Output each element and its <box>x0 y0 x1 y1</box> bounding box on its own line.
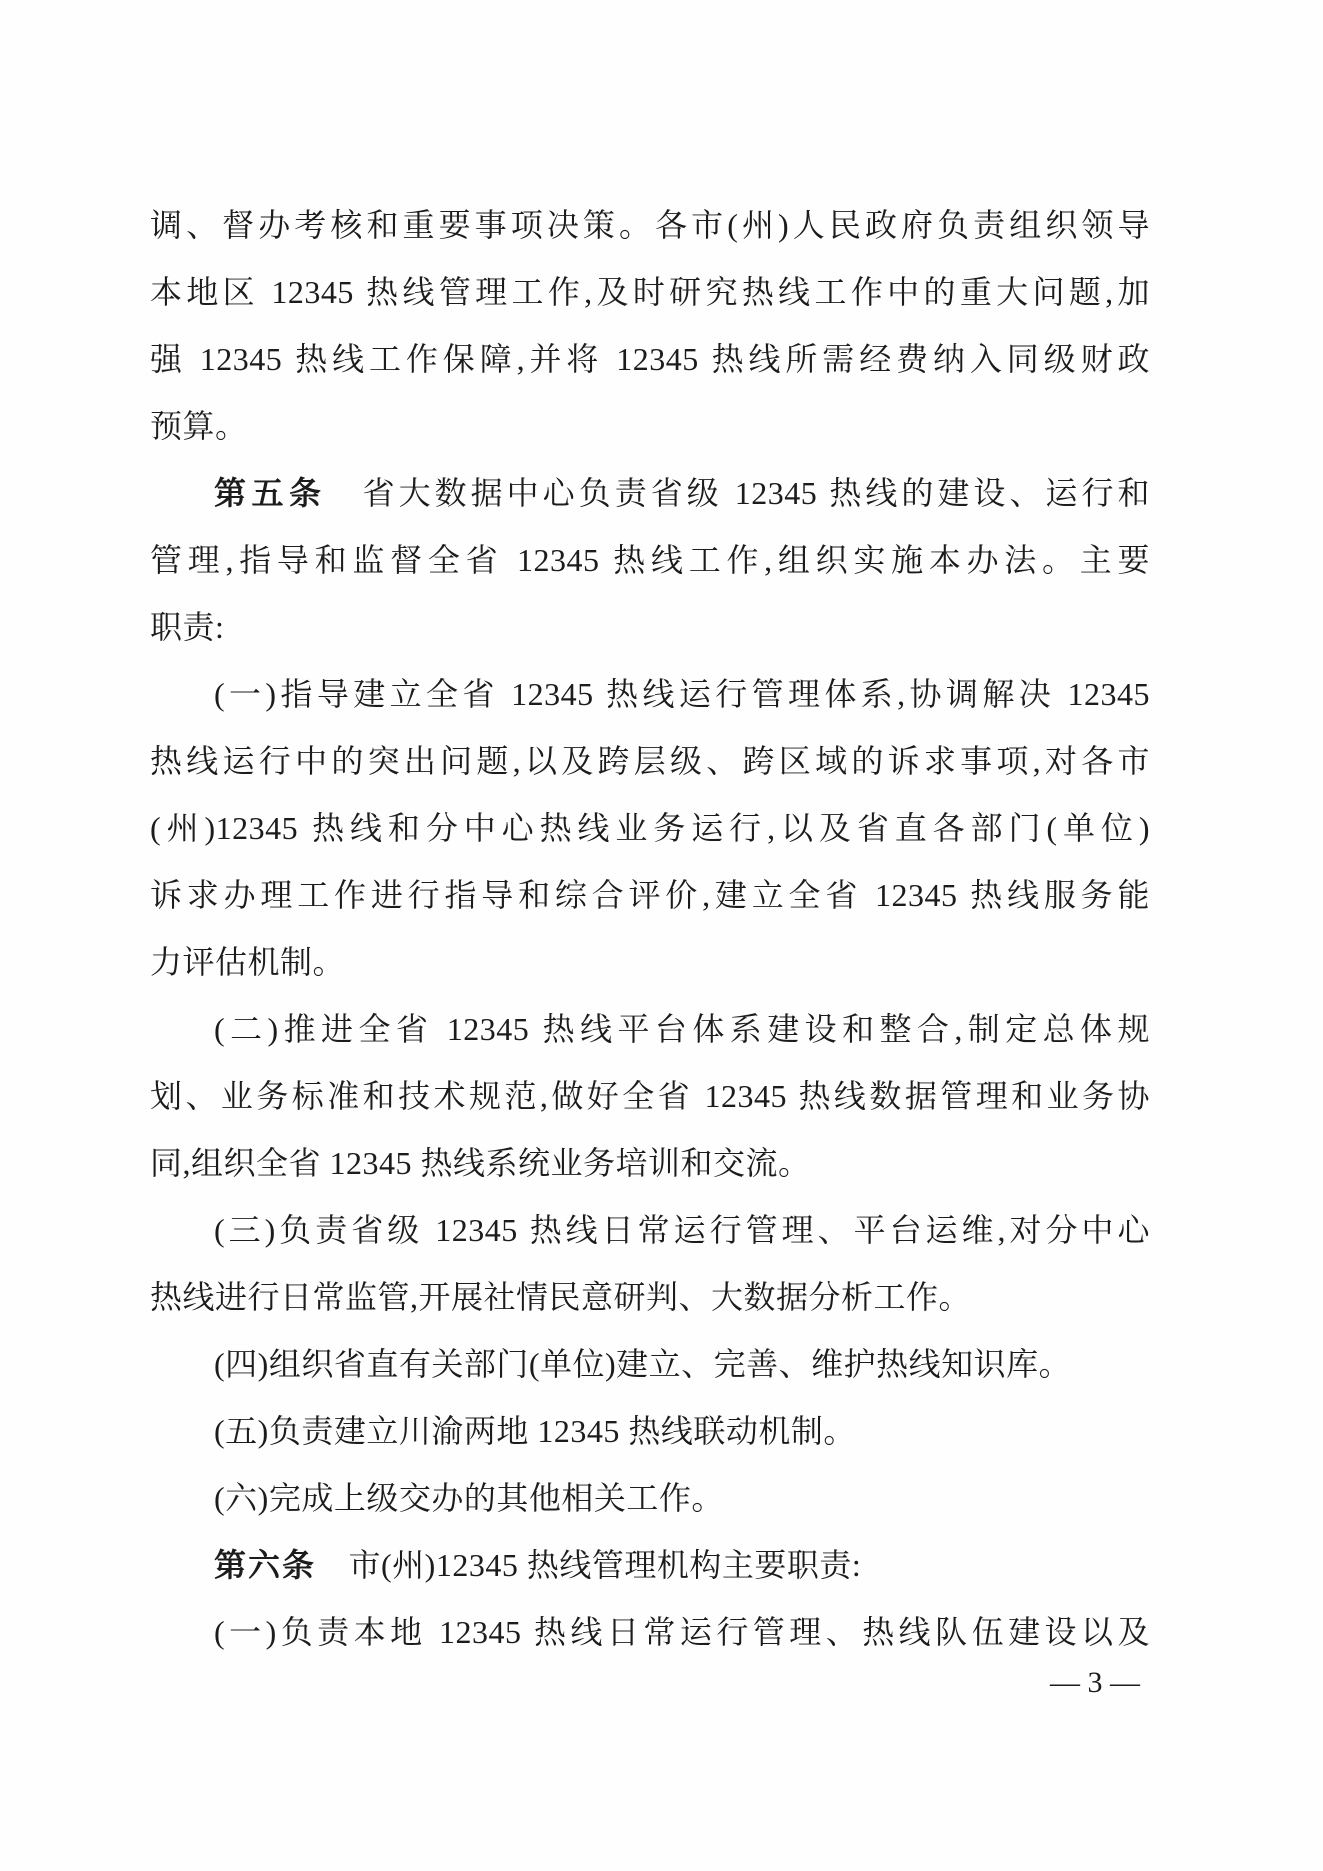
text-line: 管理,指导和监督全省 12345 热线工作,组织实施本办法。主要 <box>150 542 1150 578</box>
paragraph-continuation <box>150 192 1150 460</box>
text-line: 第六条 市(州)12345 热线管理机构主要职责: <box>214 1547 862 1583</box>
text-line: (一)指导建立全省 12345 热线运行管理体系,协调解决 12345 <box>214 676 1150 712</box>
text-line: (一)负责本地 12345 热线日常运行管理、热线队伍建设以及 <box>214 1614 1150 1650</box>
text-line: (三)负责省级 12345 热线日常运行管理、平台运维,对分中心 <box>214 1212 1150 1248</box>
text-line: 热线进行日常监管,开展社情民意研判、大数据分析工作。 <box>150 1279 972 1315</box>
paragraph-item-1 <box>150 661 1150 996</box>
text-line: (五)负责建立川渝两地 12345 热线联动机制。 <box>214 1413 856 1449</box>
paragraph-item-6 <box>150 1465 1150 1532</box>
text-line: (州)12345 热线和分中心热线业务运行,以及省直各部门(单位) <box>150 810 1150 846</box>
text-line: 诉求办理工作进行指导和综合评价,建立全省 12345 热线服务能 <box>150 877 1150 913</box>
text-line: 第五条 省大数据中心负责省级 12345 热线的建设、运行和 <box>214 475 1150 511</box>
text-line: (二)推进全省 12345 热线平台体系建设和整合,制定总体规 <box>214 1011 1150 1047</box>
paragraph-article-6 <box>150 1532 1150 1599</box>
text-line: 预算。 <box>150 408 248 444</box>
text-line: 本地区 12345 热线管理工作,及时研究热线工作中的重大问题,加 <box>150 274 1150 310</box>
paragraph-item-2 <box>150 996 1150 1197</box>
paragraph-item-3 <box>150 1197 1150 1331</box>
article-number: 第六条 <box>214 1547 317 1583</box>
paragraph-article-6-item-1 <box>150 1599 1150 1666</box>
text-line: 热线运行中的突出问题,以及跨层级、跨区域的诉求事项,对各市 <box>150 743 1150 779</box>
paragraph-item-5 <box>150 1398 1150 1465</box>
text-line: 强 12345 热线工作保障,并将 12345 热线所需经费纳入同级财政 <box>150 341 1150 377</box>
text-line: (四)组织省直有关部门(单位)建立、完善、维护热线知识库。 <box>214 1346 1072 1382</box>
text-line: (六)完成上级交办的其他相关工作。 <box>214 1480 724 1516</box>
text-line: 调、督办考核和重要事项决策。各市(州)人民政府负责组织领导 <box>150 207 1150 243</box>
text-line: 职责: <box>150 609 225 645</box>
paragraph-article-5 <box>150 460 1150 661</box>
text-block <box>150 192 1150 1666</box>
page-number: — 3 — <box>1050 1666 1140 1699</box>
article-number: 第五条 <box>214 475 327 511</box>
text-line: 力评估机制。 <box>150 944 346 980</box>
text-line: 划、业务标准和技术规范,做好全省 12345 热线数据管理和业务协 <box>150 1078 1150 1114</box>
paragraph-item-4 <box>150 1331 1150 1398</box>
text-line: 同,组织全省 12345 热线系统业务培训和交流。 <box>150 1145 811 1181</box>
